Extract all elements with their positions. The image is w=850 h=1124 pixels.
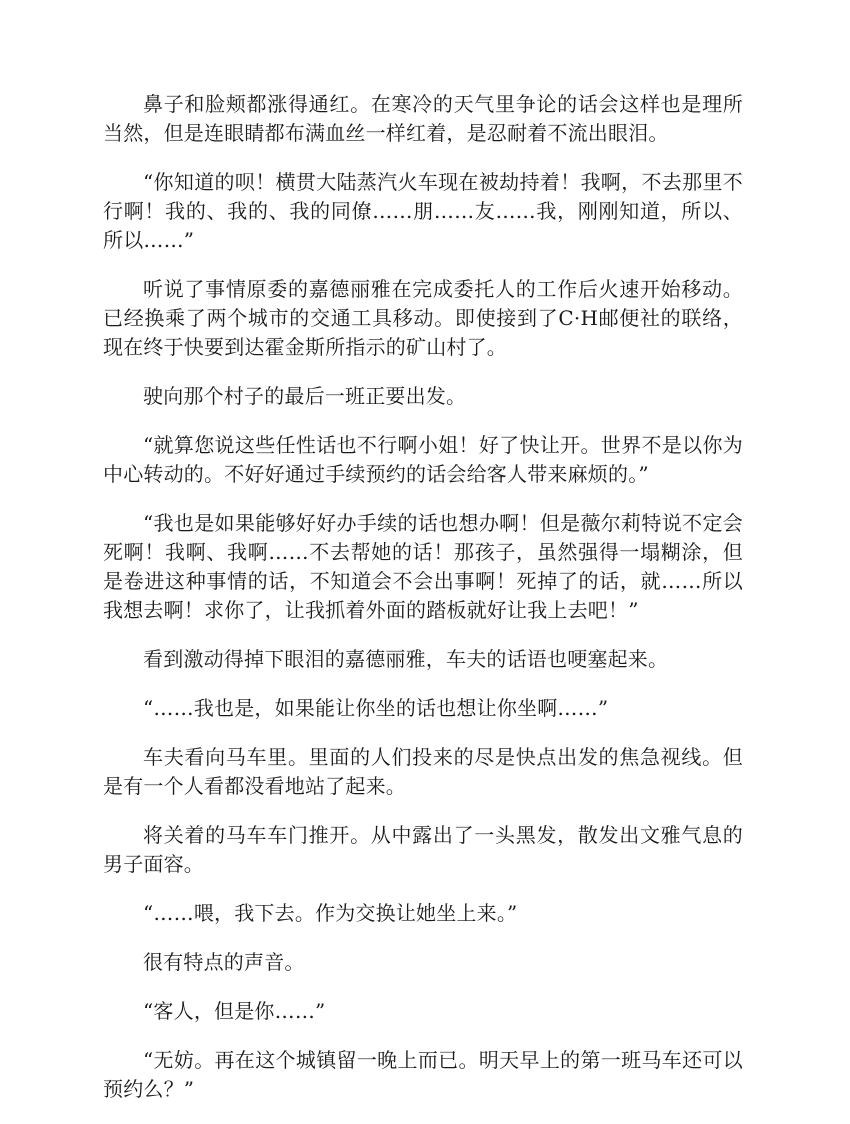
document-page: [103, 90, 743, 1124]
paragraph-2: “你知道的呗！横贯大陆蒸汽火车现在被劫持着！我啊，不去那里不行啊！我的、我的、我的同僚……朋……友……我，刚刚知道，所以、所以……”: [103, 170, 743, 252]
paragraph-8: “……我也是，如果能让你坐的话也想让你坐啊……”: [143, 696, 609, 720]
paragraph-5: “就算您说这些任性话也不行啊小姐！好了快让开。世界不是以你为中心转动的。不好好通过手续预约的话会给客人带来麻烦的。”: [103, 433, 743, 486]
paragraph-12: 很有特点的声音。: [143, 950, 305, 974]
paragraph-4: 驶向那个村子的最后一班正要出发。: [143, 384, 467, 408]
paragraph-13: “客人，但是你……”: [143, 999, 326, 1023]
paragraph-3: 听说了事情原委的嘉德丽雅在完成委托人的工作后火速开始移动。已经换乘了两个城市的交通工具移动。即使接到了C·H邮便社的联络，现在终于快要到达霍金斯所指示的矿山村了。: [103, 277, 743, 359]
paragraph-7: 看到激动得掉下眼泪的嘉德丽雅，车夫的话语也哽塞起来。: [143, 647, 669, 671]
paragraph-10: 将关着的马车车门推开。从中露出了一头黑发，散发出文雅气息的男子面容。: [103, 823, 743, 876]
paragraph-6: “我也是如果能够好好办手续的话也想办啊！但是薇尔莉特说不定会死啊！我啊、我啊……不去帮她的话！那孩子，虽然强得一塌糊涂，但是卷进这种事情的话，不知道会不会出事啊！死掉了的话，就……所以我想去啊！求你了，让我抓着外面的踏板就好让我上去吧！”: [103, 511, 743, 622]
paragraph-9: 车夫看向马车里。里面的人们投来的尽是快点出发的焦急视线。但是有一个人看都没看地站了起来。: [103, 745, 743, 798]
paragraph-1: 鼻子和脸颊都涨得通红。在寒冷的天气里争论的话会这样也是理所当然，但是连眼睛都布满血丝一样红着，是忍耐着不流出眼泪。: [103, 92, 743, 145]
paragraph-14: “无妨。再在这个城镇留一晚上而已。明天早上的第一班马车还可以预约么？”: [103, 1048, 743, 1101]
paragraph-11: “……喂，我下去。作为交换让她坐上来。”: [143, 901, 518, 925]
